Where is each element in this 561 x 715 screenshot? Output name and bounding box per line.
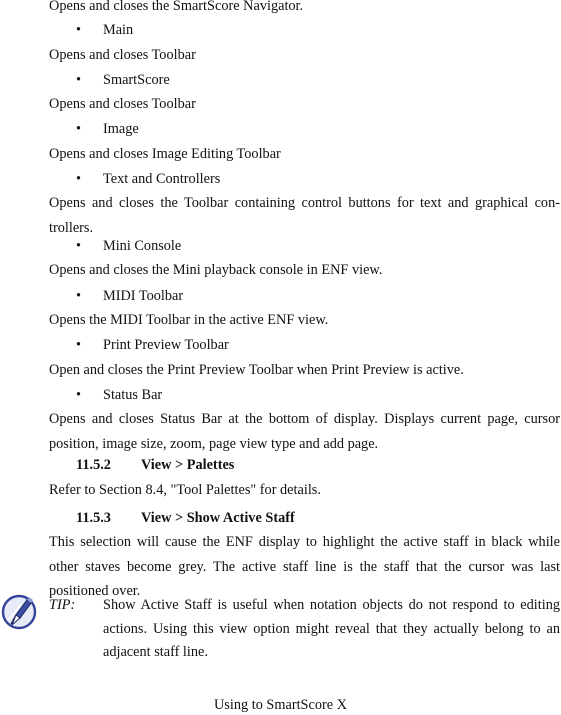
tip-text: Show Active Staff is useful when notation objects do not respond to editing actions. Using this view option might reveal that they actually belong to an adjacent staff line. xyxy=(103,597,560,661)
description-navigator: Opens and closes the SmartScore Navigator. xyxy=(49,0,304,14)
description-main: Opens and closes Toolbar xyxy=(49,47,196,63)
bullet-text-controllers: Text and Controllers xyxy=(103,171,221,187)
bullet-status-bar: Status Bar xyxy=(103,387,163,403)
bullet-symbol: • xyxy=(76,288,82,304)
bullet-smartscore: SmartScore xyxy=(103,72,170,88)
bullet-print-preview: Print Preview Toolbar xyxy=(103,337,229,353)
bullet-symbol: • xyxy=(76,337,82,353)
description-mini-console: Opens and closes the Mini playback console in ENF view. xyxy=(49,262,383,278)
bullet-main: Main xyxy=(103,22,134,38)
bullet-mini-console: Mini Console xyxy=(103,238,182,254)
pen-nib-icon xyxy=(1,590,39,634)
bullet-image: Image xyxy=(103,121,139,137)
page-footer: Using to SmartScore X xyxy=(213,697,348,713)
bullet-midi-toolbar: MIDI Toolbar xyxy=(103,288,184,304)
description-print-preview: Open and closes the Print Preview Toolbar when Print Preview is active. xyxy=(49,362,464,378)
section-body: Refer to Section 8.4, "Tool Palettes" for details. xyxy=(49,482,321,498)
bullet-symbol: • xyxy=(76,238,82,254)
section-number: 11.5.2 xyxy=(76,457,111,473)
bullet-symbol: • xyxy=(76,72,82,88)
description-image: Opens and closes Image Editing Toolbar xyxy=(49,146,281,162)
tip-label: TIP: xyxy=(49,597,76,613)
bullet-symbol: • xyxy=(76,387,82,403)
section-title: View > Palettes xyxy=(141,457,235,473)
bullet-symbol: • xyxy=(76,171,82,187)
description-midi-toolbar: Opens the MIDI Toolbar in the active ENF view. xyxy=(49,312,329,328)
description-text-controllers: Opens and closes the Toolbar containing control buttons for text and graphical con-trollers. xyxy=(49,195,560,236)
section-title: View > Show Active Staff xyxy=(141,510,295,526)
section-body: This selection will cause the ENF display to highlight the active staff in black while other staves become grey. The active staff line is the staff that the cursor was last positioned over. xyxy=(49,534,560,600)
bullet-symbol: • xyxy=(76,121,82,137)
description-status-bar: Opens and closes Status Bar at the bottom of display. Displays current page, cursor position, image size, zoom, page view type and add page. xyxy=(49,411,560,452)
section-number: 11.5.3 xyxy=(76,510,111,526)
description-smartscore: Opens and closes Toolbar xyxy=(49,96,196,112)
bullet-symbol: • xyxy=(76,22,82,38)
